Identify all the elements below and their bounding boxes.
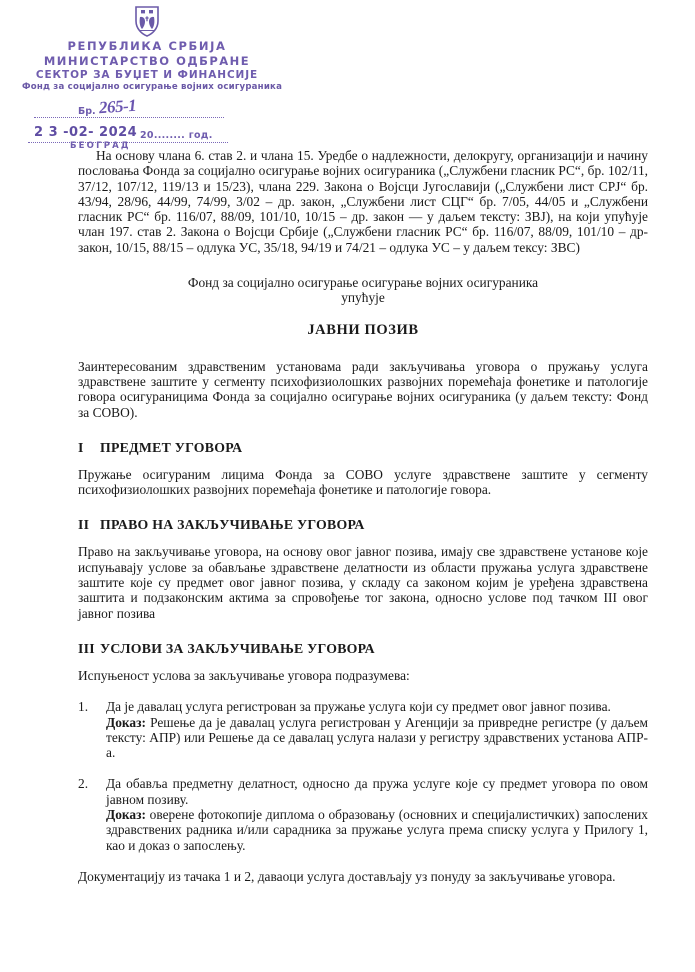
serbian-coat-of-arms-icon: [130, 4, 164, 38]
list-item: [78, 699, 648, 760]
proof-text-1: Решење да је давалац услуга регистрован у Агенцији за привредне регистре (у даљем тексту: АПР) или Решење да се давалац услуга налази у регистру здравствених установа АПР-а.: [106, 714, 648, 761]
list-item-text-1: Да је давалац услуга регистрован за пружање услуга који су предмет овог јавног позива.: [106, 699, 611, 715]
section-numeral-1: I: [78, 439, 84, 455]
section-heading-2: [78, 517, 648, 533]
stamp-line-republic: РЕПУБЛИКА СРБИЈА: [67, 39, 227, 53]
stamp-number-value: 265-1: [98, 95, 137, 118]
section-numeral-2: II: [78, 517, 90, 533]
section-heading-1: [78, 440, 648, 456]
list-item: [78, 776, 648, 852]
section-title-2: ПРАВО НА ЗАКЉУЧИВАЊЕ УГОВОРА: [100, 517, 365, 533]
page-title: ЈАВНИ ПОЗИВ: [307, 321, 419, 338]
closing-paragraph: Документацију из тачака 1 и 2, даваоци услуга достављају уз понуду за закључивање уговора.: [78, 868, 616, 884]
section-paragraph-1: Пружање осигураним лицима Фонда за СОВО услуге здравствене заштите у сегменту психофизиолошких развојних поремећаја фонетике и патологије говора.: [78, 466, 648, 498]
issuer-line-1: Фонд за социјално осигурање осигурање војних осигураника: [187, 275, 539, 291]
stamp-dotted-rule-number: [34, 116, 224, 118]
stamp-number-label: Бр.: [78, 106, 96, 117]
list-item-proof-2: [106, 807, 648, 853]
preamble-paragraph: На основу члана 6. став 2. и члана 15. Уредбе о надлежности, делокругу, организацији и начину пословања Фонда за социјално осигурање војних осигураника („Службени гласник РС“, бр. 102/11, 37/12, 107/12, 119/13 и 15/23), члана 229. Закона о Војсци Југославији („Службени лист СРЈ“ бр. 43/94, 28/96, 44/99, 74/99, 3/02 – др. закон, „Службени лист СЦГ“ бр. 7/05, 44/05 и „Службени гласник РС“ бр. 116/07, 88/09, 101/10, 10/15 – др. закон — у даљем тексту: ЗВЈ), на који упућује члан 197. став 2. Закона о Војсци Србије („Службени гласник РС“ бр. 116/07, 88/09, 101/10 – др- закон, 10/15, 88/15 – одлука УС, 35/18, 94/19 и 74/21 – одлука УС – у даљем тексу: ЗВС): [78, 148, 648, 255]
section-title-3: УСЛОВИ ЗА ЗАКЉУЧИВАЊЕ УГОВОРА: [100, 640, 375, 656]
proof-text-2: оверене фотокопије диплома о образовању (основних и специјалистичких) запослених здравствених радника и/или сарадника за пружање услуга према списку услуга у Прилогу 1, као и доказ о запослењу.: [106, 807, 648, 853]
stamp-year-suffix: 20........ год.: [140, 130, 213, 141]
stamp-line-fund: Фонд за социјално осигурање војних осигураника: [22, 82, 283, 92]
intro-paragraph: Заинтересованим здравственим установама ради закључивања уговора о пружању услуга здравствене заштите у сегменту психофизиолошких развојних поремећаја фонетике и патологије говора осигураницима Фонда за социјално осигурање војних осигураника (у даљем тексту: Фонд за СОВО).: [78, 358, 648, 420]
stamp-line-sector: СЕКТОР ЗА БУЏЕТ И ФИНАНСИЈЕ: [35, 69, 259, 81]
document-body: [78, 148, 648, 884]
list-item-text-2: Да обавља предметну делатност, односно да пружа услуге које су предмет уговора по овом јавном позиву.: [106, 776, 648, 807]
stamp-reference-block: [22, 95, 272, 151]
official-stamp-header: [22, 4, 283, 151]
stamp-city: БЕОГРАД: [70, 141, 131, 151]
section-paragraph-2: Право на закључивање уговора, на основу овог јавног позива, имају све здравствене установе које испуњавају услове за обављање здравствене делатности из области пружања услуга здравствене заштите које су предмет овог јавног позива, у складу са законом којим је уређена здравствена заштита и подзаконским актима за спровођење тог закона, односно услове под тачком III овог јавног позива: [78, 544, 648, 621]
section-heading-3: [78, 641, 648, 657]
proof-label-2: Доказ:: [106, 807, 146, 823]
stamp-date-value: 2 3 -02- 2024: [34, 125, 138, 140]
section-title-1: ПРЕДМЕТ УГОВОРА: [100, 439, 243, 455]
stamp-line-ministry: МИНИСТАРСТВО ОДБРАНЕ: [43, 54, 251, 68]
list-item-proof-1: [106, 715, 648, 761]
section-numeral-3: III: [78, 640, 95, 656]
list-item-marker-2: 2.: [78, 776, 89, 792]
proof-label-1: Доказ:: [106, 714, 146, 730]
section-paragraph-3: Испуњеност услова за закључивање уговора подразумева:: [78, 667, 410, 683]
list-item-marker-1: 1.: [78, 699, 89, 715]
issuer-line-2: упућује: [341, 290, 385, 306]
